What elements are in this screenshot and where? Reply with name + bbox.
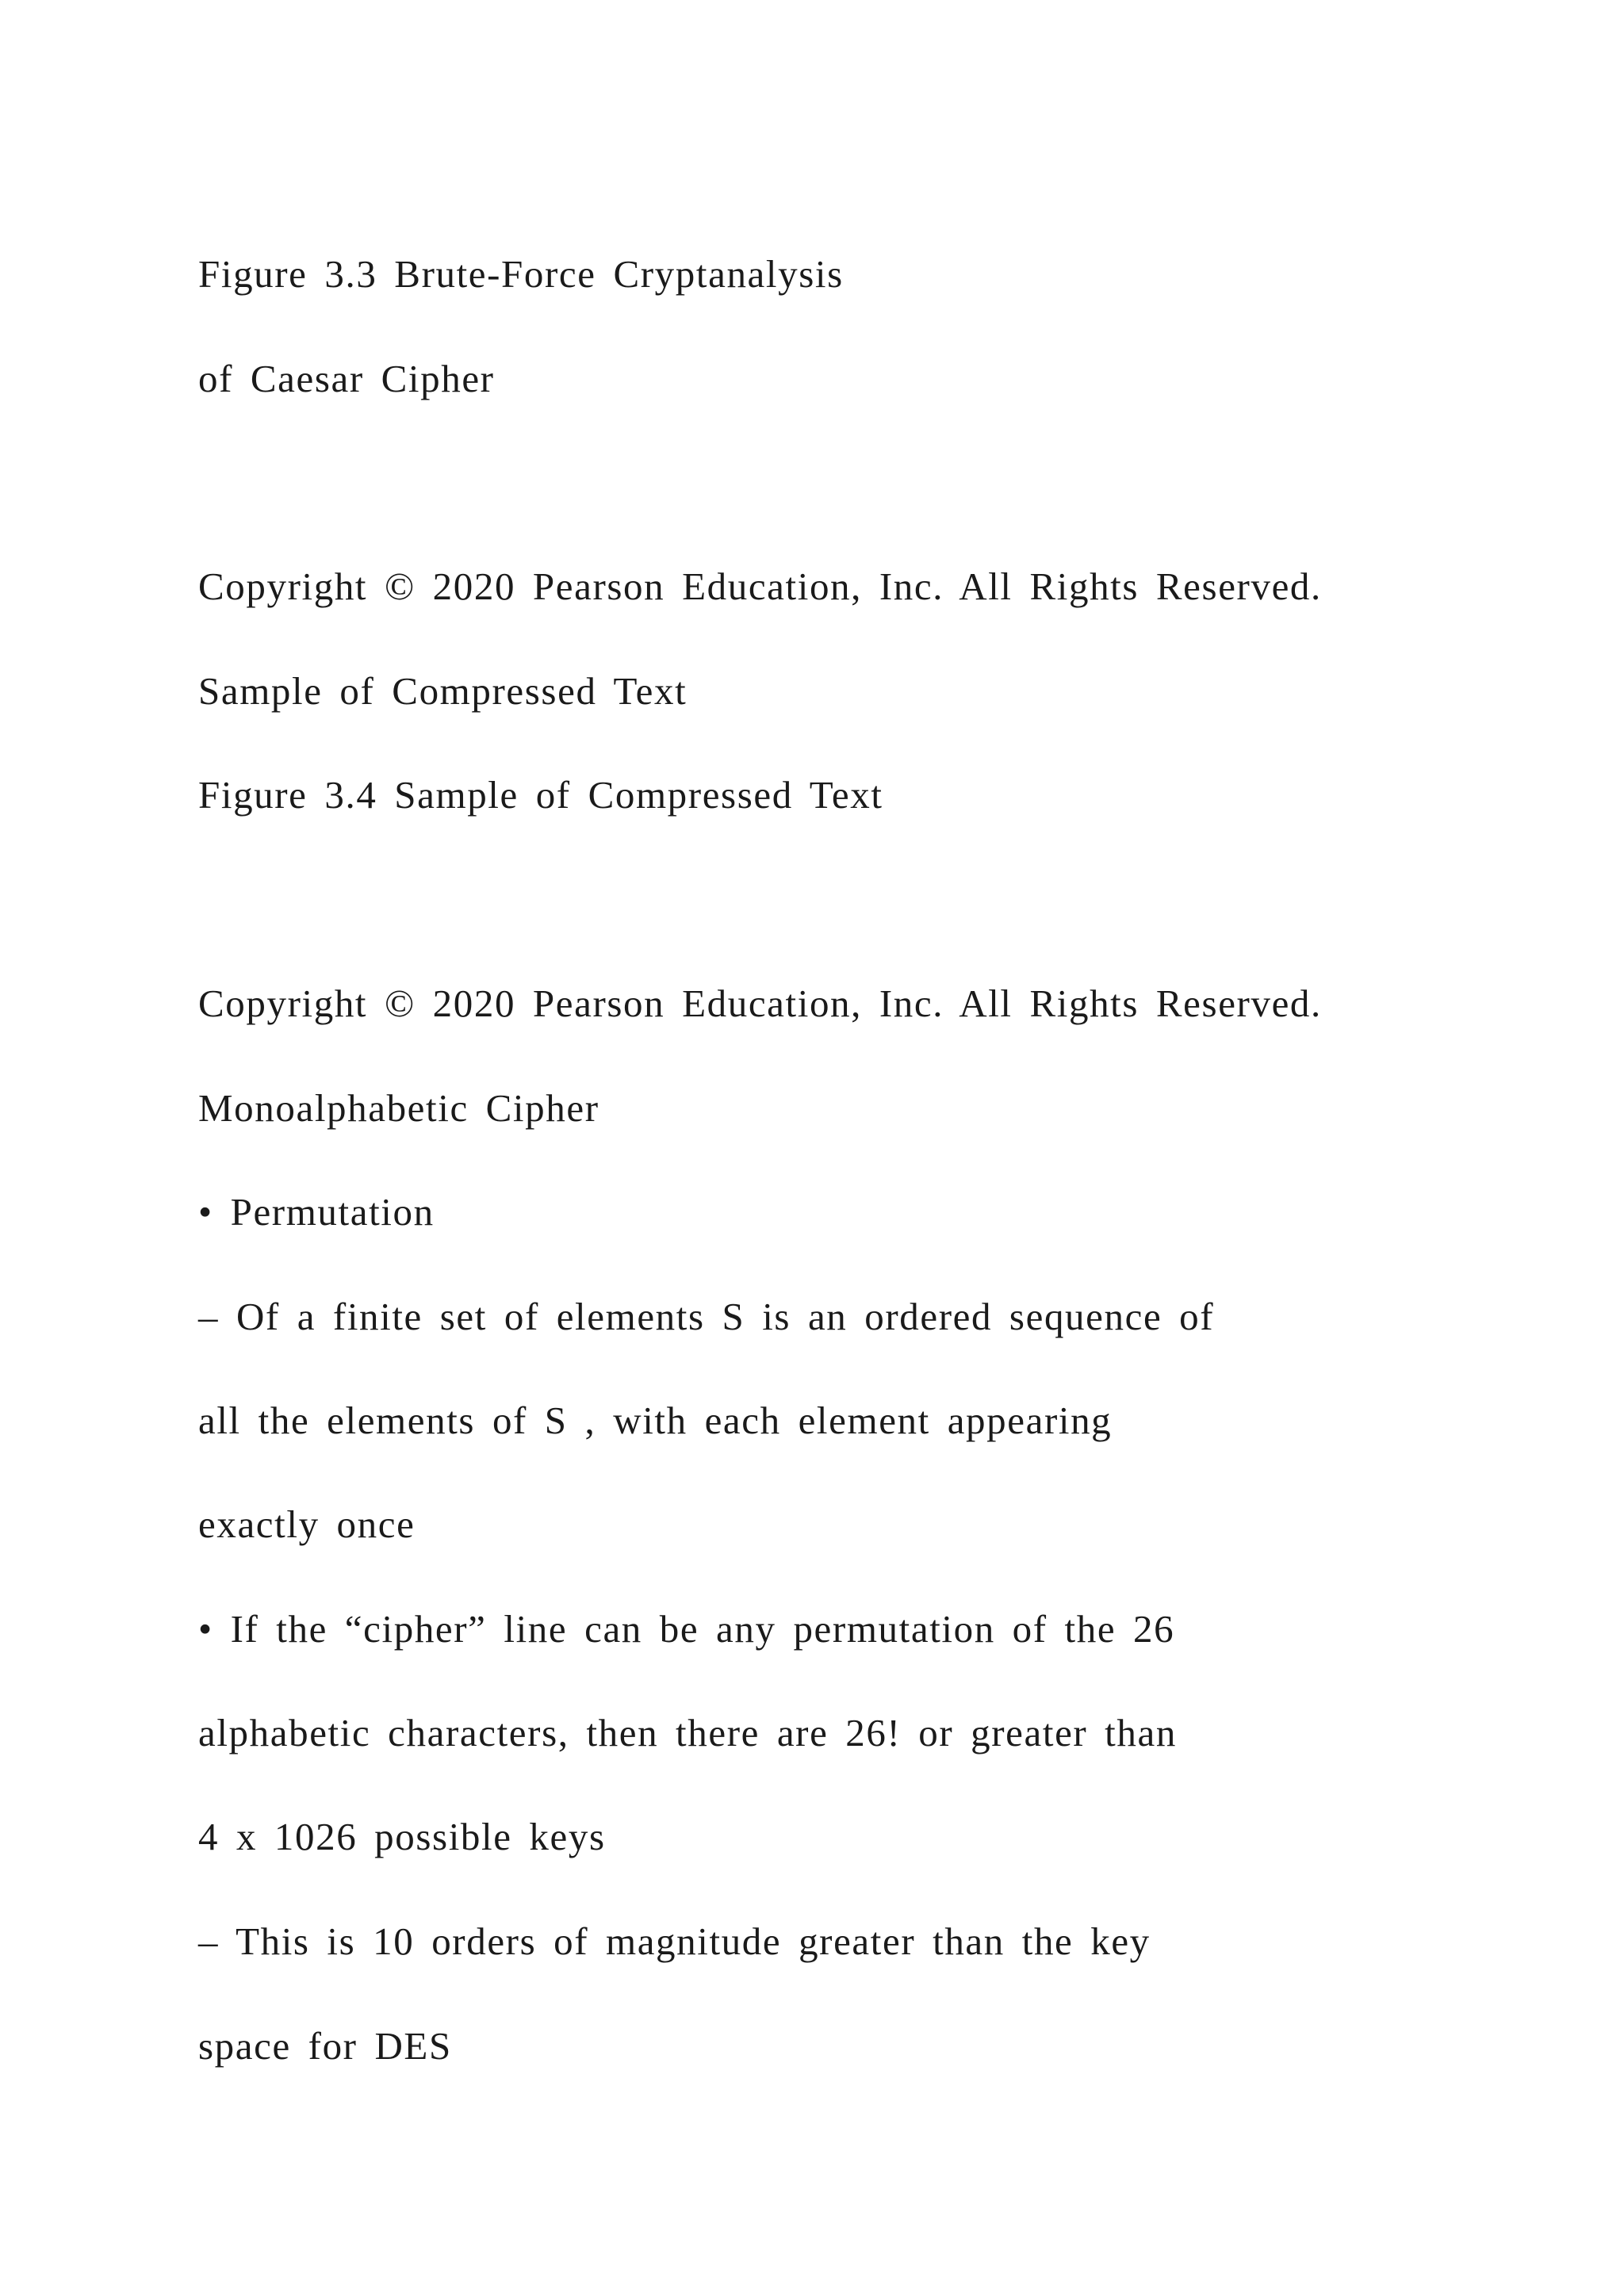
figure-3-3-caption-continued: of Caesar Cipher <box>198 357 495 400</box>
sub-bullet-continued: exactly once <box>198 1502 416 1546</box>
copyright-notice: Copyright © 2020 Pearson Education, Inc. All Rights Reserved. <box>198 564 1322 608</box>
bullet-continued: 4 x 1026 possible keys <box>198 1815 606 1858</box>
copyright-notice: Copyright © 2020 Pearson Education, Inc. All Rights Reserved. <box>198 982 1322 1025</box>
figure-3-4-caption: Figure 3.4 Sample of Compressed Text <box>198 773 883 817</box>
figure-3-3-caption: Figure 3.3 Brute-Force Cryptanalysis <box>198 252 844 296</box>
sub-bullet-item: – This is 10 orders of magnitude greater than the key <box>198 1919 1151 1963</box>
sub-bullet-item: – Of a finite set of elements S is an ordered sequence of <box>198 1295 1215 1338</box>
bullet-item: • If the “cipher” line can be any permutation of the 26 <box>198 1607 1175 1651</box>
bullet-continued: alphabetic characters, then there are 26! or greater than <box>198 1711 1177 1755</box>
sub-bullet-continued: space for DES <box>198 2024 452 2068</box>
bullet-item: • Permutation <box>198 1190 435 1234</box>
sub-bullet-continued: all the elements of S , with each element appearing <box>198 1399 1113 1442</box>
slide-heading: Monoalphabetic Cipher <box>198 1086 599 1130</box>
slide-heading: Sample of Compressed Text <box>198 669 688 713</box>
